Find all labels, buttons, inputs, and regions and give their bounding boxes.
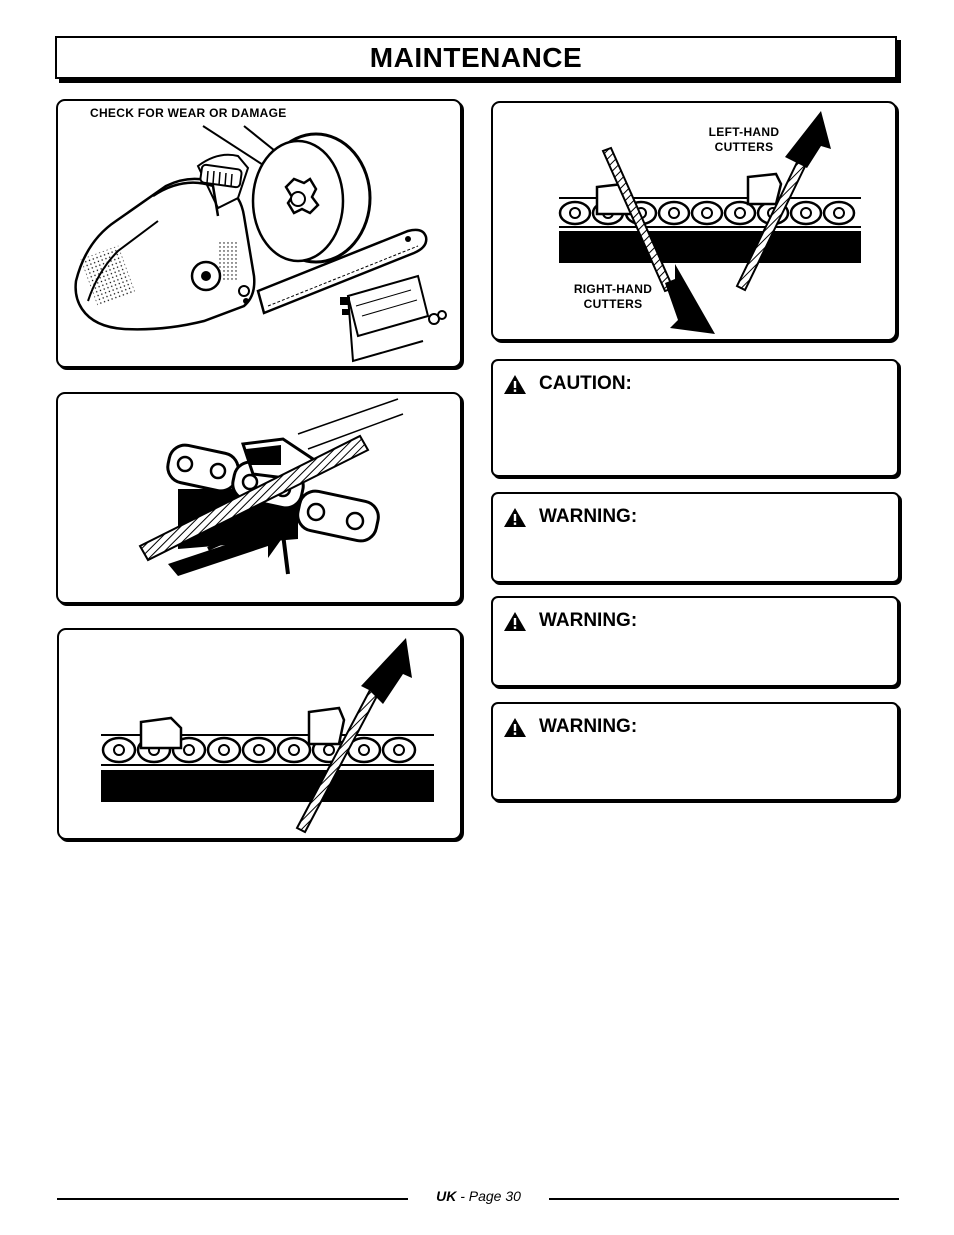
caution-box: [491, 359, 899, 477]
warning-triangle-icon: [503, 374, 527, 395]
warning-box-1: [491, 492, 900, 583]
left-hand-cutters-label: LEFT-HAND CUTTERS: [708, 125, 780, 154]
sprocket-figure: [56, 99, 462, 368]
footer-page: - Page 30: [460, 1188, 521, 1204]
chain-filing-figure: [56, 392, 462, 604]
cutters-illustration: [493, 103, 897, 341]
chain-file-angle-illustration: [59, 630, 462, 840]
chain-file-angle-figure: [57, 628, 462, 840]
right-hand-cutters-label: RIGHT-HAND CUTTERS: [573, 282, 653, 311]
footer-rule-left: [57, 1198, 408, 1200]
warning-triangle-icon: [503, 507, 527, 528]
warning-triangle-icon: [503, 611, 527, 632]
chainsaw-illustration: [58, 101, 462, 368]
warning-triangle-icon: [503, 717, 527, 738]
footer-rule-right: [549, 1198, 899, 1200]
chain-file-illustration: [58, 394, 462, 604]
warning-box-2: [491, 596, 899, 687]
alert-heading: WARNING:: [539, 610, 638, 631]
alert-heading: WARNING:: [539, 716, 638, 737]
page-title-box: [55, 36, 897, 79]
alert-heading: WARNING:: [539, 506, 638, 527]
warning-box-3: [491, 702, 899, 801]
page-title: MAINTENANCE: [369, 41, 583, 73]
alert-heading: CAUTION:: [539, 373, 632, 394]
cutters-figure: [491, 101, 897, 341]
footer-region: UK: [436, 1188, 457, 1204]
sprocket-label: CHECK FOR WEAR OR DAMAGE: [90, 106, 287, 120]
page-number: [408, 1188, 549, 1204]
